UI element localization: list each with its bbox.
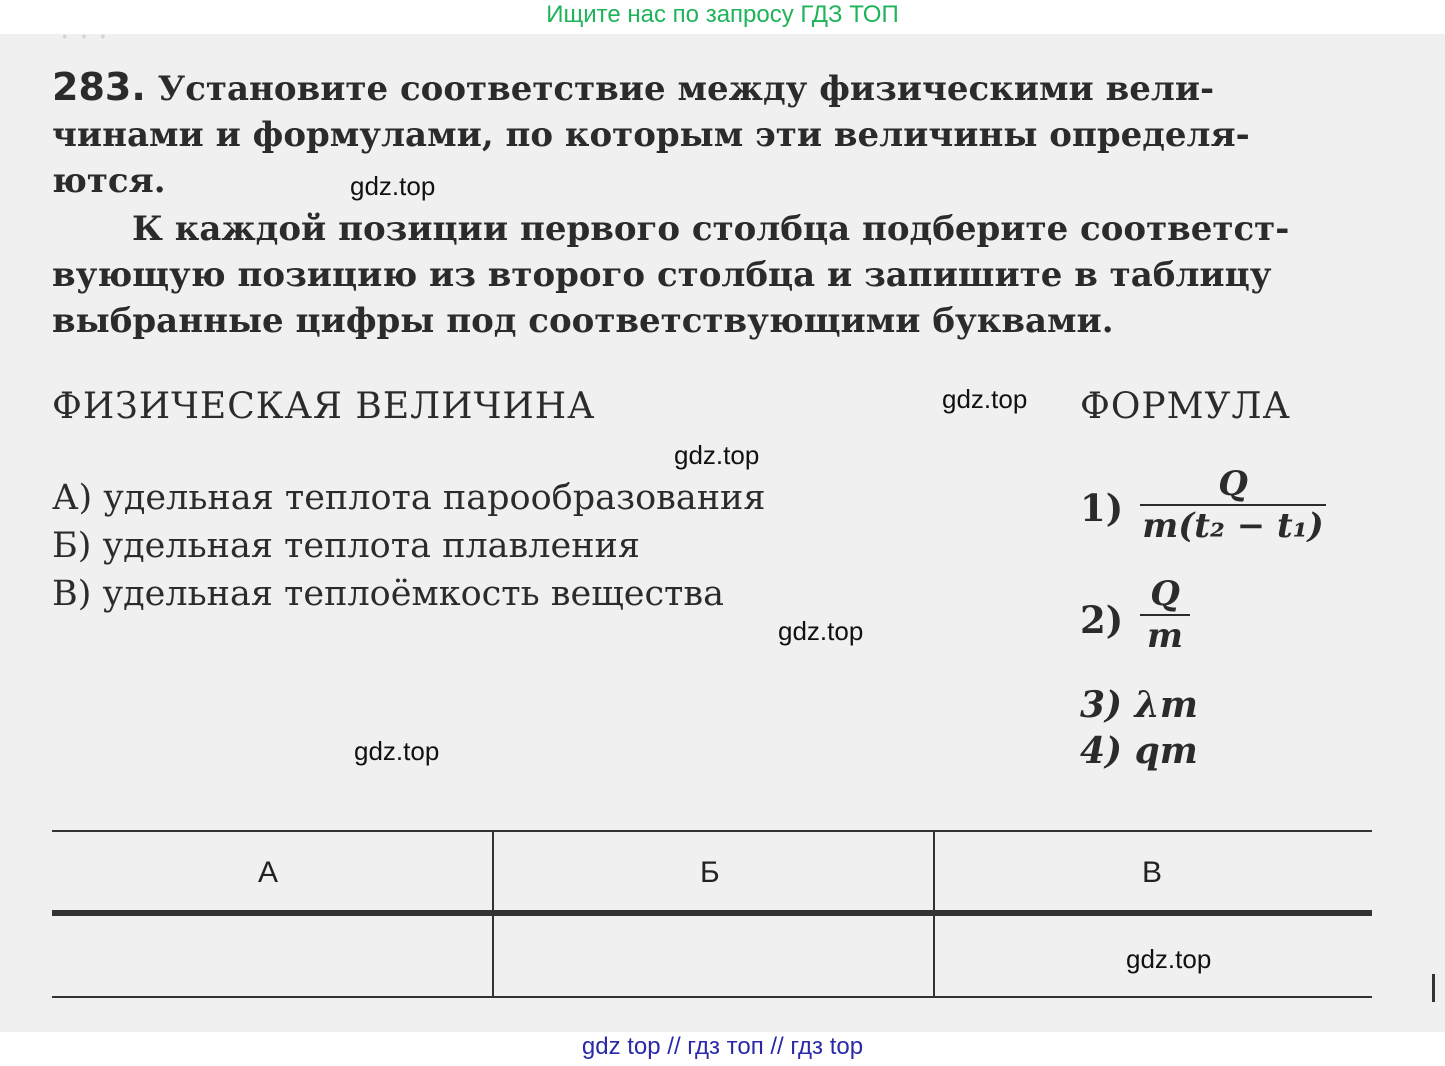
top-banner: Ищите нас по запросу ГДЗ ТОП [0, 0, 1445, 34]
watermark: gdz.top [942, 384, 1028, 414]
watermark: gdz.top [778, 616, 864, 646]
formula-3: 3) λm [1080, 684, 1198, 726]
task-line-5: вующую позицию из второго столбца и запишите в таблицу [52, 255, 1272, 295]
watermark: gdz.top [674, 440, 760, 470]
task-line-2: чинами и формулами, по которым эти величины определя- [52, 115, 1250, 155]
table-top-border [52, 830, 1372, 832]
quantity-b: Б) удельная теплота плавления [52, 526, 640, 566]
table-header-b: Б [700, 856, 720, 889]
bottom-banner: gdz top // гдз топ // гдз top [0, 1032, 1445, 1066]
watermark: gdz.top [354, 736, 440, 766]
table-header-a: А [258, 856, 279, 889]
column-heading-quantity: ФИЗИЧЕСКАЯ ВЕЛИЧИНА [52, 386, 596, 427]
watermark: gdz.top [350, 171, 436, 201]
table-column-divider-1 [492, 830, 494, 998]
table-bottom-border [52, 996, 1372, 998]
table-header-divider [52, 910, 1372, 916]
task-line-1: 283. Установите соответствие между физическими вели- [52, 65, 1215, 109]
quantity-c: В) удельная теплоёмкость вещества [52, 574, 724, 614]
formula-1-number: 1) [1080, 486, 1124, 530]
formula-2-numerator: Q [1150, 574, 1180, 614]
bleed-through-text: · · · [60, 34, 108, 55]
page-edge-mark [1432, 974, 1435, 1002]
task-number: 283. [52, 65, 146, 109]
column-heading-formula: ФОРМУЛА [1080, 386, 1291, 427]
watermark: gdz.top [1126, 944, 1212, 974]
formula-1-denominator: m(t₂ − t₁) [1140, 504, 1326, 546]
formula-4: 4) qm [1080, 730, 1198, 772]
quantity-a: А) удельная теплота парообразования [52, 478, 766, 518]
task-line-4: К каждой позиции первого столбца подберите соответст- [132, 209, 1290, 249]
formula-2-fraction [1140, 574, 1190, 656]
formula-2-denominator: m [1140, 614, 1190, 656]
table-column-divider-2 [933, 830, 935, 998]
task-line-3: ются. [52, 161, 166, 201]
formula-1-numerator: Q [1218, 464, 1248, 504]
task-line-6: выбранные цифры под соответствующими буквами. [52, 301, 1114, 341]
formula-2-number: 2) [1080, 598, 1124, 642]
formula-1-fraction [1140, 464, 1326, 546]
table-header-c: В [1142, 856, 1163, 889]
textbook-page [0, 34, 1445, 1032]
